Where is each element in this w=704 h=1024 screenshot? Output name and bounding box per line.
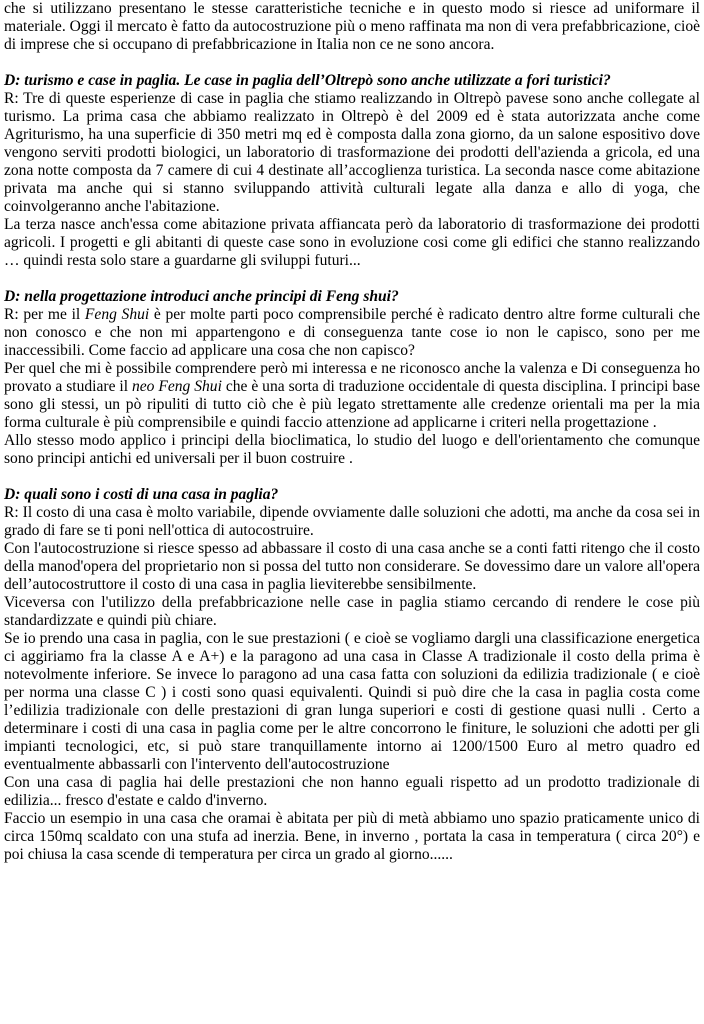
- answer-tourism-paragraph-1: R: Tre di queste esperienze di case in paglia che stiamo realizzando in Oltrepò pavese sono anche collegate al turismo. La prima casa che abbiamo realizzato in Oltrepò è del 2009 ed è stata autorizzata anche come Agriturismo, ha una superficie di 350 metri mq ed è composta dalla zona giorno, da un salone espositivo dove vengono serviti prodotti biologici, un laboratorio di trasformazione dei prodotti dell'azienda a gricola, ed una zona notte composta da 7 camere di cui 4 destinate all’accoglienza turistica. La seconda nasce come abitazione privata ma anche qui si stanno sviluppando attività culturali legate alla danza e allo di yoga, che coinvolgeranno anche l'abitazione.: [4, 90, 700, 215]
- answer-feng-shui-paragraph-2: [4, 360, 700, 432]
- answer-costs-paragraph-1: R: Il costo di una casa è molto variabile, dipende ovviamente dalle soluzioni che adotti, ma anche da cosa sei in grado di fare se ti poni nell'ottica di autocostruire.: [4, 504, 700, 539]
- italic-term: neo Feng Shui: [132, 378, 222, 395]
- answer-costs-paragraph-4: Se io prendo una casa in paglia, con le sue prestazioni ( e cioè se vogliamo dargli una classificazione energetica ci aggiriamo fra la classe A e A+) e la paragono ad una casa in Classe A tradizionale il costo della prima è notevolmente inferiore. Se invece lo paragono ad una casa fatta con soluzioni da edilizia tradizionale ( e cioè per norma una classe C ) i costi sono quasi equivalenti. Quindi si può dire che la casa in paglia costa come l’edilizia tradizionale con delle prestazioni di gran lunga superiori e costi di gestione quasi nulli . Certo a determinare i costi di una casa in paglia come per le altre concorrono le finiture, le soluzioni che adotti per gli impianti tecnologici, etc, si può stare tranquillamente intorno ai 1200/1500 Euro al metro quadro ed eventualmente abbassarli con l'intervento dell'autocostruzione: [4, 630, 700, 773]
- answer-tourism-paragraph-2: La terza nasce anch'essa come abitazione privata affiancata però da laboratorio di trasformazione dei prodotti agricoli. I progetti e gli abitanti di queste case sono in evoluzione cosi come gli edifici che stanno realizzando … quindi resta solo stare a guardarne gli sviluppi futuri...: [4, 216, 700, 269]
- spacer: [4, 468, 700, 486]
- intro-paragraph: che si utilizzano presentano le stesse caratteristiche tecniche e in questo modo si riesce ad uniformare il materiale. Oggi il mercato è fatto da autocostruzione più o meno raffinata ma non di vera prefabbricazione, cioè di imprese che si occupano di prefabbricazione in Italia non ce ne sono ancora.: [4, 0, 701, 53]
- answer-feng-shui-paragraph-3: Allo stesso modo applico i principi della bioclimatica, lo studio del luogo e dell'orientamento che comunque sono principi antichi ed universali per il buon costruire .: [4, 432, 700, 467]
- question-costs: D: quali sono i costi di una casa in paglia?: [4, 486, 279, 503]
- question-tourism: D: turismo e case in paglia. Le case in paglia dell’Oltrepò sono anche utilizzate a fori turistici?: [4, 72, 611, 89]
- italic-term: Feng Shui: [84, 306, 150, 323]
- answer-costs-paragraph-2: Con l'autocostruzione si riesce spesso ad abbassare il costo di una casa anche se a conti fatti ritengo che il costo della manod'opera del proprietario non si possa del tutto non considerare. Se dovessimo dare un valore all'opera dell’autocostruttore il costo di una casa in paglia lieviterebbe sensibilmente.: [4, 540, 700, 593]
- question-feng-shui: D: nella progettazione introduci anche principi di Feng shui?: [4, 288, 399, 305]
- answer-costs-paragraph-6: Faccio un esempio in una casa che oramai è abitata per più di metà abbiamo uno spazio praticamente unico di circa 150mq scaldato con una stufa ad inerzia. Bene, in inverno , portata la casa in temperatura ( circa 20°) e poi chiusa la casa scende di temperatura per circa un grado al giorno......: [4, 810, 700, 863]
- spacer: [4, 270, 700, 288]
- text-run: R: per me il: [4, 306, 85, 323]
- text-run: Per quel che mi è possibile comprendere però mi interessa e ne riconosco anche la valenza e Di conseguenza ho provato a studiare il: [4, 360, 700, 395]
- spacer: [4, 54, 700, 72]
- text-run: che è una sorta di traduzione occidentale di questa disciplina. I principi base sono gli stessi, un pò ripuliti di tutto ciò che è più legato strettamente alle credenze orientali ma per la mia forma culturale è più comprensibile e quindi faccio attenzione ad applicarne i criteri nella progettazione .: [4, 378, 700, 431]
- answer-costs-paragraph-3: Viceversa con l'utilizzo della prefabbricazione nelle case in paglia stiamo cercando di rendere le cose più standardizzate e quindi più chiare.: [4, 594, 700, 629]
- answer-feng-shui-paragraph-1: [4, 306, 700, 360]
- text-run: è per molte parti poco comprensibile perché è radicato dentro altre forme culturali che non conosco e che non mi appartengono e di conseguenza tante cose io non le capisco, sono per me inaccessibili. Come faccio ad applicare una cosa che non capisco?: [4, 306, 700, 359]
- answer-costs-paragraph-5: Con una casa di paglia hai delle prestazioni che non hanno eguali rispetto ad un prodotto tradizionale di edilizia... fresco d'estate e caldo d'inverno.: [4, 774, 700, 809]
